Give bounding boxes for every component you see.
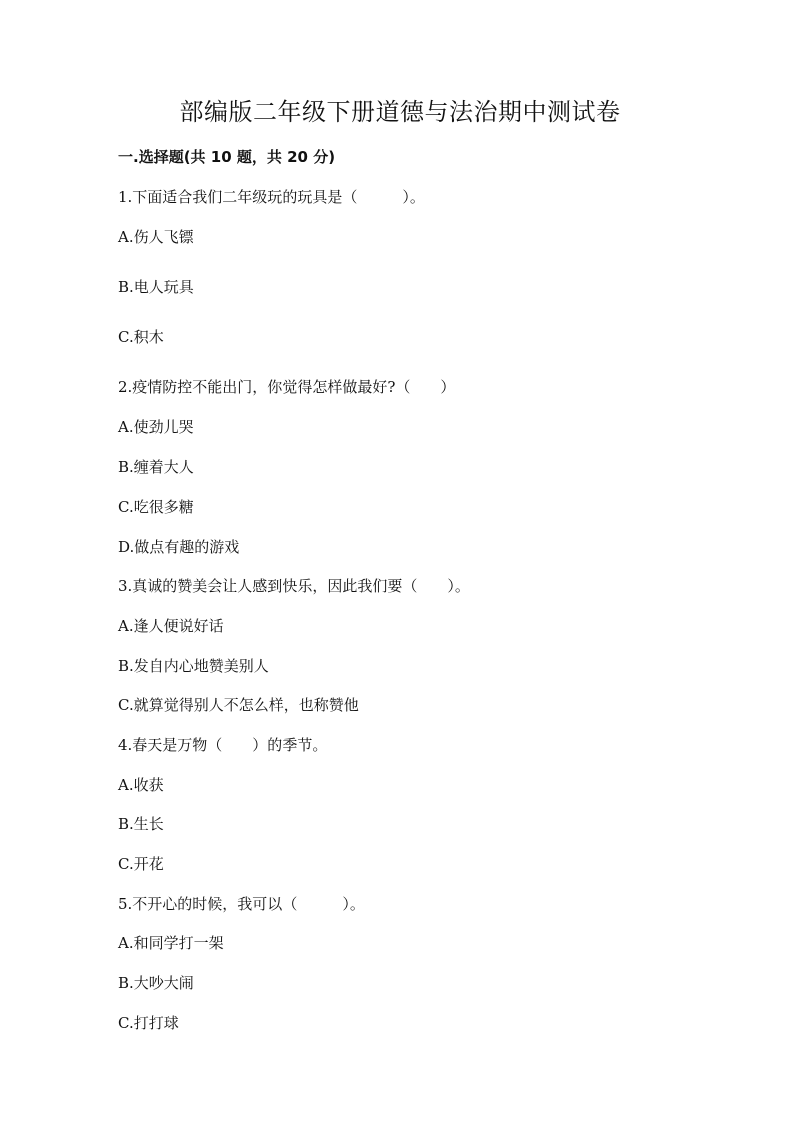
question-2-stem: 2.疫情防控不能出门，你觉得怎样做最好?（ ） <box>118 378 456 396</box>
question-3-option-c: C.就算觉得别人不怎么样，也称赞他 <box>118 696 359 714</box>
question-4-option-c: C.开花 <box>118 855 164 873</box>
question-5-option-a: A.和同学打一架 <box>118 934 224 952</box>
section-heading: 一.选择题(共 10 题，共 20 分) <box>118 148 336 166</box>
question-1-stem: 1.下面适合我们二年级玩的玩具是（ ）。 <box>118 188 425 206</box>
question-4-option-a: A.收获 <box>118 776 164 794</box>
question-5-option-b: B.大吵大闹 <box>118 974 194 992</box>
question-1-option-c: C.积木 <box>118 328 164 346</box>
question-5-option-c: C.打打球 <box>118 1014 179 1032</box>
question-1-option-b: B.电人玩具 <box>118 278 194 296</box>
question-2-option-b: B.缠着大人 <box>118 458 194 476</box>
question-3-stem: 3.真诚的赞美会让人感到快乐，因此我们要（ ）。 <box>118 577 470 595</box>
question-2-option-d: D.做点有趣的游戏 <box>118 538 240 556</box>
question-1-option-a: A.伤人飞镖 <box>118 228 194 246</box>
question-2-option-a: A.使劲儿哭 <box>118 418 194 436</box>
question-4-option-b: B.生长 <box>118 815 164 833</box>
question-3-option-a: A.逢人便说好话 <box>118 617 224 635</box>
page-title: 部编版二年级下册道德与法治期中测试卷 <box>179 98 621 126</box>
question-4-stem: 4.春天是万物（ ）的季节。 <box>118 736 328 754</box>
question-2-option-c: C.吃很多糖 <box>118 498 194 516</box>
question-3-option-b: B.发自内心地赞美别人 <box>118 657 269 675</box>
question-5-stem: 5.不开心的时候，我可以（ ）。 <box>118 895 365 913</box>
